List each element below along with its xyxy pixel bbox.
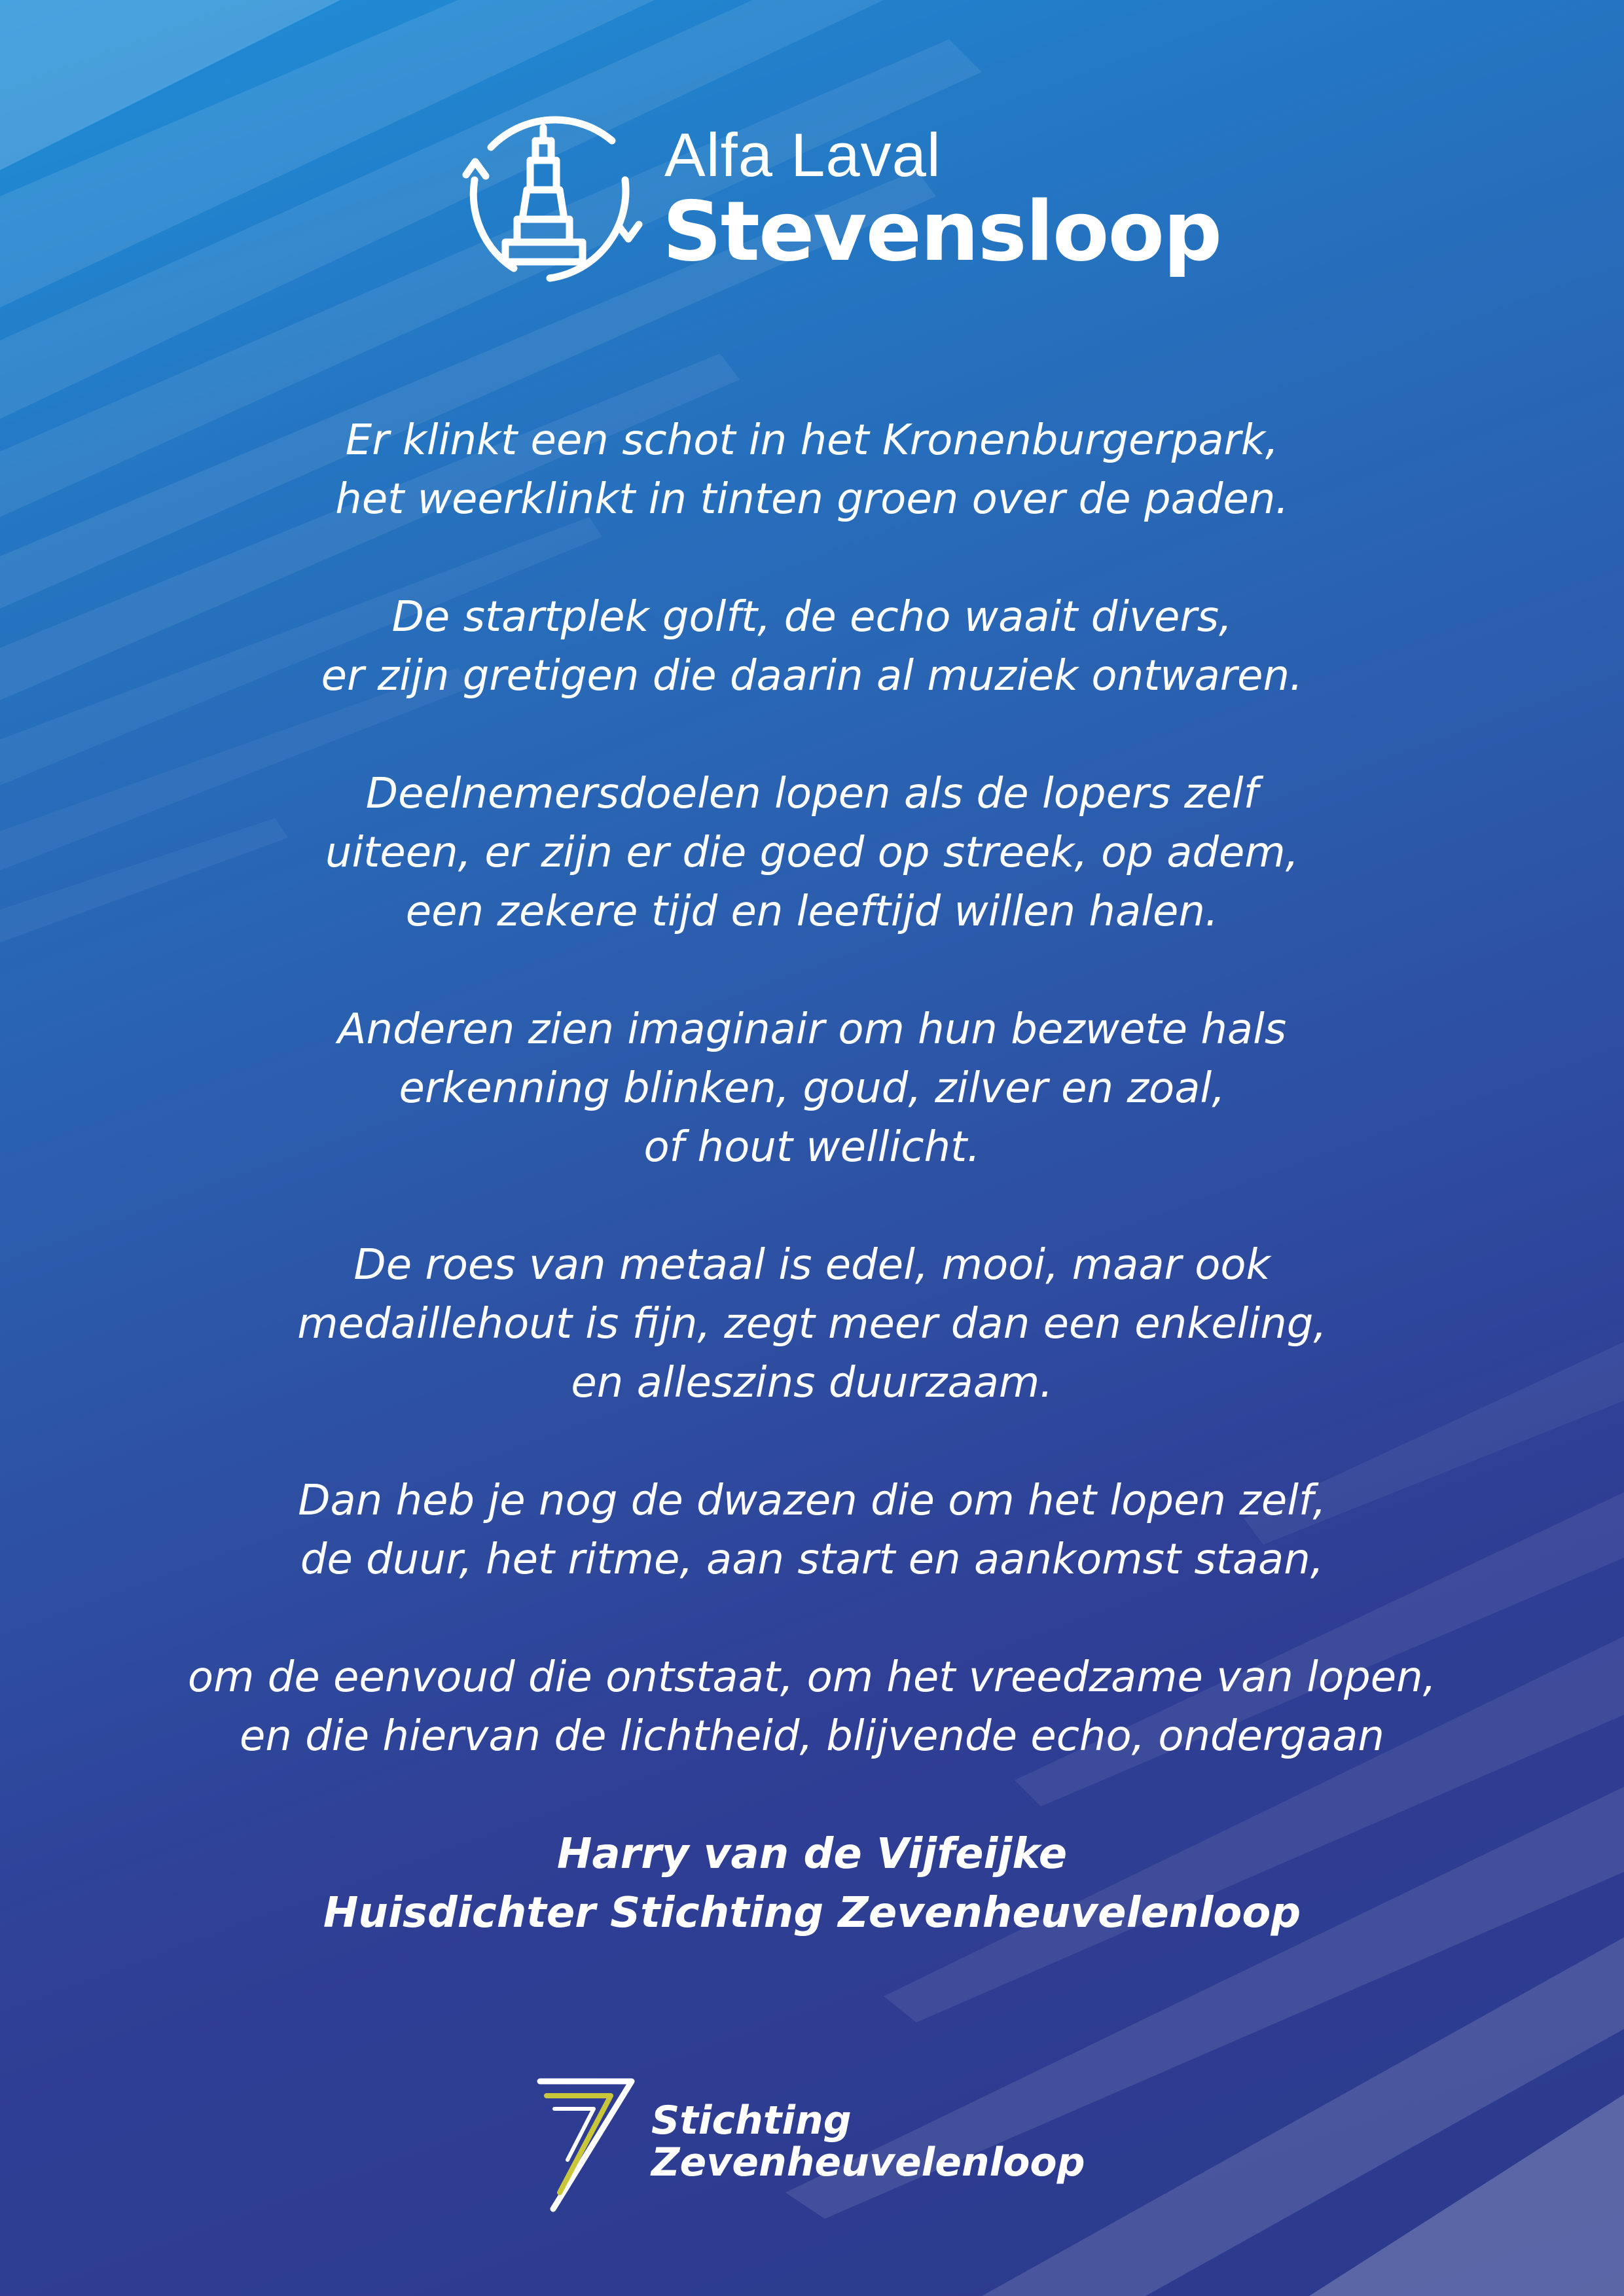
stanza xyxy=(65,1236,1559,1412)
stanza xyxy=(65,411,1559,529)
poem-line: het weerklinkt in tinten groen over de paden. xyxy=(335,475,1289,524)
poem-line: om de eenvoud die ontstaat, om het vreedzame van lopen, xyxy=(187,1653,1437,1702)
author-role: Huisdichter Stichting Zevenheuvelenloop xyxy=(323,1889,1301,1937)
poem-line: de duur, het ritme, aan start en aankomst staan, xyxy=(300,1535,1324,1584)
brand-name-line1: Alfa Laval xyxy=(664,120,941,189)
poem-line: uiteen, er zijn er die goed op streek, op adem, xyxy=(325,829,1299,877)
poem-line: Er klinkt een schot in het Kronenburgerpark, xyxy=(345,416,1279,465)
header-logo xyxy=(452,101,1221,291)
poem-line: Dan heb je nog de dwazen die om het lopen zelf, xyxy=(298,1477,1326,1525)
poem-line: en die hiervan de lichtheid, blijvende echo, ondergaan xyxy=(240,1712,1384,1761)
poem xyxy=(65,411,1559,2001)
stanza xyxy=(65,588,1559,706)
brand-name-line2: Stevensloop xyxy=(662,183,1221,279)
poem-line: een zekere tijd en leeftijd willen halen. xyxy=(405,888,1219,936)
poem-line: er zijn gretigen die daarin al muziek ontwaren. xyxy=(321,652,1303,700)
poem-line: Deelnemersdoelen lopen als de lopers zelf xyxy=(365,770,1259,818)
poem-line: of hout wellicht. xyxy=(643,1123,981,1172)
author-name: Harry van de Vijfeijke xyxy=(556,1830,1068,1878)
poem-line: medaillehout is fijn, zegt meer dan een enkeling, xyxy=(297,1300,1327,1348)
seven-logo-icon xyxy=(533,2068,651,2219)
poem-line: De roes van metaal is edel, mooi, maar ook xyxy=(353,1241,1271,1289)
poem-line: Anderen zien imaginair om hun bezwete hals xyxy=(337,1005,1287,1054)
stanza xyxy=(65,764,1559,941)
poem-line: en alleszins duurzaam. xyxy=(571,1359,1053,1407)
foundation-name-line2: Zevenheuvelenloop xyxy=(651,2140,1085,2185)
stanza xyxy=(65,1000,1559,1177)
church-tower-cycle-icon xyxy=(452,101,648,291)
stanza xyxy=(65,1648,1559,1766)
footer-logo xyxy=(533,2068,1110,2219)
poem-line: De startplek golft, de echo waait divers, xyxy=(391,593,1233,641)
poem-line: erkenning blinken, goud, zilver en zoal, xyxy=(399,1064,1225,1113)
signature xyxy=(65,1825,1559,1943)
foundation-name-line1: Stichting xyxy=(651,2098,852,2144)
foundation-name xyxy=(651,2100,1085,2183)
stanza xyxy=(65,1471,1559,1589)
